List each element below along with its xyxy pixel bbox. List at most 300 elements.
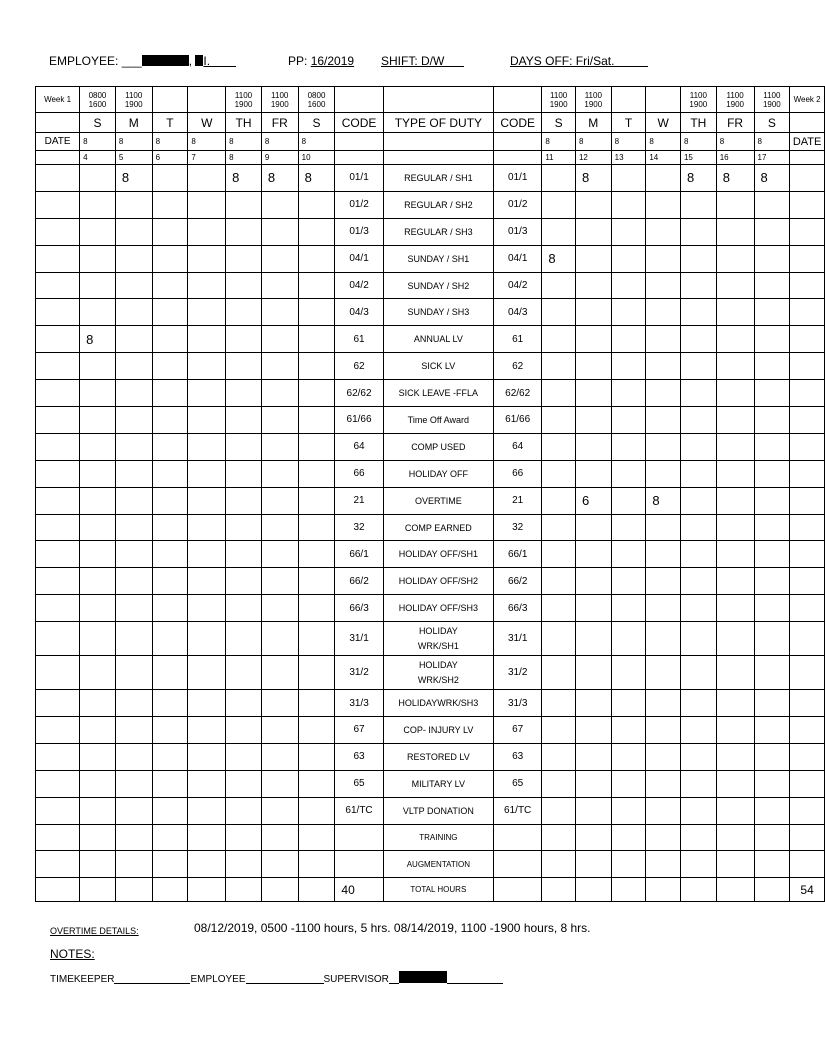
blank-cell — [790, 326, 825, 353]
hours-cell — [754, 568, 790, 595]
duty-type: Time Off Award — [383, 407, 493, 434]
hours-cell — [115, 407, 152, 434]
hours-cell — [542, 656, 576, 690]
hours-cell — [80, 299, 116, 326]
hours-cell — [716, 460, 754, 487]
hours-cell — [152, 299, 188, 326]
hours-cell — [646, 770, 681, 797]
month-cell: 8 — [542, 133, 576, 151]
duty-row — [36, 568, 825, 595]
month-cell: 8 — [646, 133, 681, 151]
hours-cell — [754, 299, 790, 326]
hours-cell — [542, 514, 576, 541]
duty-code: 04/3 — [335, 299, 383, 326]
hours-cell — [646, 824, 681, 851]
hours-cell — [226, 717, 262, 744]
hours-cell — [716, 353, 754, 380]
blank-cell — [36, 407, 80, 434]
duty-row — [36, 656, 825, 690]
hours-cell — [754, 514, 790, 541]
hours-cell — [152, 487, 188, 514]
hours-cell — [542, 690, 576, 717]
duty-code: 01/3 — [494, 218, 542, 245]
shift-field: SHIFT: D/W — [381, 54, 464, 68]
hours-cell — [188, 272, 226, 299]
blank-cell — [36, 690, 80, 717]
hours-cell: 6 — [575, 487, 611, 514]
hours-cell — [226, 460, 262, 487]
shift-end: 1900 — [689, 99, 708, 109]
blank-cell — [790, 824, 825, 851]
hours-cell — [680, 690, 716, 717]
hours-cell — [115, 690, 152, 717]
duty-code: 66/2 — [494, 568, 542, 595]
blank-cell — [494, 151, 542, 165]
hours-cell — [646, 743, 681, 770]
hours-cell — [680, 595, 716, 622]
hours-cell — [575, 353, 611, 380]
blank-cell — [790, 113, 825, 133]
hours-cell — [646, 380, 681, 407]
hours-cell — [646, 218, 681, 245]
type-blank — [383, 87, 493, 113]
blank-cell — [261, 878, 298, 902]
redacted-name — [142, 55, 189, 66]
duty-type: REGULAR / SH3 — [383, 218, 493, 245]
hours-cell — [542, 353, 576, 380]
blank-cell — [298, 878, 335, 902]
blank-cell — [790, 299, 825, 326]
hours-cell — [261, 407, 298, 434]
blank-cell — [716, 878, 754, 902]
week2-label: Week 2 — [790, 87, 825, 113]
duty-type: HOLIDAY OFF/SH3 — [383, 595, 493, 622]
hours-cell — [188, 353, 226, 380]
duty-code: 67 — [335, 717, 383, 744]
signature-line — [50, 971, 503, 985]
duty-code: 61/66 — [494, 407, 542, 434]
duty-code: 64 — [494, 433, 542, 460]
hours-cell — [188, 407, 226, 434]
hours-cell — [611, 568, 646, 595]
month-row — [36, 133, 825, 151]
hours-cell — [80, 433, 116, 460]
duty-row — [36, 851, 825, 878]
hours-cell — [261, 218, 298, 245]
duty-code: 31/1 — [335, 622, 383, 656]
duty-code: 67 — [494, 717, 542, 744]
blank-cell — [790, 151, 825, 165]
hours-cell — [575, 797, 611, 824]
hours-cell — [646, 797, 681, 824]
shift-cell — [542, 87, 576, 113]
hours-cell — [716, 272, 754, 299]
blank-cell — [790, 245, 825, 272]
duty-type: AUGMENTATION — [383, 851, 493, 878]
shift-end: 1900 — [726, 99, 744, 109]
hours-cell — [298, 568, 335, 595]
hours-cell — [646, 460, 681, 487]
hours-cell — [226, 245, 262, 272]
hours-cell — [298, 487, 335, 514]
blank-cell — [335, 133, 383, 151]
hours-cell — [152, 326, 188, 353]
duty-code: 66/1 — [494, 541, 542, 568]
hours-cell — [152, 380, 188, 407]
hours-cell — [188, 191, 226, 218]
duty-code: 31/2 — [494, 656, 542, 690]
duty-code: 64 — [335, 433, 383, 460]
hours-cell — [542, 460, 576, 487]
hours-cell — [80, 407, 116, 434]
hours-cell — [261, 433, 298, 460]
hours-cell — [226, 433, 262, 460]
hours-cell — [152, 165, 188, 192]
day-header: W — [646, 113, 681, 133]
duty-code: 61 — [335, 326, 383, 353]
blank-cell — [494, 878, 542, 902]
hours-cell — [611, 218, 646, 245]
duty-code: 21 — [494, 487, 542, 514]
hours-cell — [575, 245, 611, 272]
day-header: S — [754, 113, 790, 133]
hours-cell — [115, 770, 152, 797]
employee-field: EMPLOYEE: ___ , I. — [49, 54, 236, 68]
duty-code: 31/2 — [335, 656, 383, 690]
blank-cell — [36, 743, 80, 770]
hours-cell — [152, 353, 188, 380]
hours-cell — [188, 326, 226, 353]
hours-cell — [754, 380, 790, 407]
hours-cell — [716, 433, 754, 460]
duty-type: REGULAR / SH1 — [383, 165, 493, 192]
hours-cell — [716, 851, 754, 878]
shift-start: 0800 — [88, 90, 107, 100]
blank-cell — [36, 191, 80, 218]
shift-cell — [152, 87, 188, 113]
hours-cell — [115, 514, 152, 541]
hours-cell — [298, 407, 335, 434]
hours-cell — [680, 656, 716, 690]
hours-cell — [575, 743, 611, 770]
hours-cell — [298, 797, 335, 824]
hours-cell — [226, 568, 262, 595]
hours-cell — [680, 568, 716, 595]
hours-cell — [188, 690, 226, 717]
blank-cell — [680, 878, 716, 902]
hours-cell — [542, 568, 576, 595]
hours-cell — [611, 165, 646, 192]
blank-cell — [36, 541, 80, 568]
hours-cell — [575, 656, 611, 690]
hours-cell — [542, 380, 576, 407]
hours-cell — [188, 299, 226, 326]
hours-cell — [716, 245, 754, 272]
hours-cell — [80, 514, 116, 541]
hours-cell — [716, 299, 754, 326]
hours-cell — [226, 622, 262, 656]
hours-cell — [152, 656, 188, 690]
hours-cell — [716, 568, 754, 595]
hours-cell — [80, 218, 116, 245]
hours-cell — [575, 407, 611, 434]
blank-cell — [542, 878, 576, 902]
shift-cell — [575, 87, 611, 113]
hours-cell — [611, 460, 646, 487]
hours-cell — [226, 656, 262, 690]
day-number: 8 — [226, 151, 262, 165]
hours-cell — [152, 824, 188, 851]
hours-cell — [115, 743, 152, 770]
shift-end: 1600 — [88, 99, 107, 109]
duty-code: 04/2 — [335, 272, 383, 299]
hours-cell — [226, 299, 262, 326]
hours-cell — [261, 541, 298, 568]
hours-cell — [115, 656, 152, 690]
hours-cell — [261, 622, 298, 656]
blank-cell — [36, 514, 80, 541]
hours-cell — [152, 595, 188, 622]
hours-cell — [646, 191, 681, 218]
hours-cell — [680, 743, 716, 770]
blank-cell — [790, 851, 825, 878]
day-header: M — [115, 113, 152, 133]
blank-cell — [383, 151, 493, 165]
hours-cell — [298, 514, 335, 541]
hours-cell: 8 — [646, 487, 681, 514]
blank-cell — [36, 165, 80, 192]
blank-cell — [36, 326, 80, 353]
hours-cell — [298, 770, 335, 797]
hours-cell — [680, 191, 716, 218]
hours-cell — [680, 218, 716, 245]
duty-type: HOLIDAY OFF/SH1 — [383, 541, 493, 568]
month-cell: 8 — [716, 133, 754, 151]
blank-cell — [790, 218, 825, 245]
duty-type: TRAINING — [383, 824, 493, 851]
hours-cell — [261, 514, 298, 541]
month-cell: 8 — [754, 133, 790, 151]
hours-cell — [115, 245, 152, 272]
hours-cell — [754, 541, 790, 568]
duty-row — [36, 514, 825, 541]
hours-cell — [542, 622, 576, 656]
day-number: 16 — [716, 151, 754, 165]
blank-cell — [36, 797, 80, 824]
hours-cell — [646, 165, 681, 192]
hours-cell — [115, 797, 152, 824]
hours-cell — [716, 380, 754, 407]
hours-cell — [188, 743, 226, 770]
duty-row — [36, 191, 825, 218]
hours-cell — [611, 245, 646, 272]
hours-cell — [575, 218, 611, 245]
month-cell: 8 — [575, 133, 611, 151]
hours-cell — [611, 541, 646, 568]
hours-cell — [80, 191, 116, 218]
hours-cell — [754, 433, 790, 460]
day-header: TH — [226, 113, 262, 133]
week2-total: 54 — [790, 878, 825, 902]
hours-cell — [188, 717, 226, 744]
day-number: 4 — [80, 151, 116, 165]
duty-row — [36, 622, 825, 656]
day-header: T — [611, 113, 646, 133]
duty-type: SUNDAY / SH3 — [383, 299, 493, 326]
hours-cell: 8 — [115, 165, 152, 192]
hours-cell — [716, 717, 754, 744]
hours-cell — [542, 299, 576, 326]
shift-start: 1100 — [584, 90, 602, 100]
hours-cell — [542, 743, 576, 770]
duty-row — [36, 690, 825, 717]
hours-cell — [226, 595, 262, 622]
hours-cell — [80, 272, 116, 299]
duty-code — [494, 851, 542, 878]
hours-cell — [226, 191, 262, 218]
hours-cell — [680, 487, 716, 514]
day-number: 7 — [188, 151, 226, 165]
month-cell: 8 — [261, 133, 298, 151]
hours-cell — [115, 433, 152, 460]
duty-code: 32 — [494, 514, 542, 541]
hours-cell — [261, 595, 298, 622]
hours-cell — [152, 272, 188, 299]
hours-cell: 8 — [80, 326, 116, 353]
hours-cell — [611, 770, 646, 797]
hours-cell — [115, 568, 152, 595]
hours-cell — [754, 218, 790, 245]
duty-code: 66 — [494, 460, 542, 487]
hours-cell — [646, 851, 681, 878]
shift-start: 1100 — [689, 90, 707, 100]
hours-cell — [80, 797, 116, 824]
hours-cell — [261, 272, 298, 299]
hours-cell — [298, 272, 335, 299]
hours-cell — [115, 272, 152, 299]
duty-code: 61/TC — [335, 797, 383, 824]
hours-cell — [611, 191, 646, 218]
hours-cell — [298, 380, 335, 407]
hours-cell — [261, 743, 298, 770]
hours-cell — [611, 656, 646, 690]
hours-cell — [115, 191, 152, 218]
hours-cell — [80, 541, 116, 568]
duty-code: 66/3 — [335, 595, 383, 622]
hours-cell — [188, 487, 226, 514]
hours-cell — [754, 797, 790, 824]
hours-cell — [680, 353, 716, 380]
blank-cell — [36, 717, 80, 744]
blank-cell — [790, 743, 825, 770]
blank-cell — [335, 151, 383, 165]
blank-cell — [36, 151, 80, 165]
duty-type: VLTP DONATION — [383, 797, 493, 824]
hours-cell — [542, 595, 576, 622]
blank-cell — [790, 460, 825, 487]
shift-end: 1900 — [549, 99, 568, 109]
date-label: DATE — [36, 133, 80, 151]
hours-cell — [80, 380, 116, 407]
hours-cell — [542, 218, 576, 245]
duty-code: 01/1 — [494, 165, 542, 192]
hours-cell — [298, 743, 335, 770]
hours-cell — [754, 770, 790, 797]
duty-row — [36, 326, 825, 353]
hours-cell — [716, 743, 754, 770]
hours-cell — [680, 770, 716, 797]
duty-row — [36, 353, 825, 380]
hours-cell — [575, 824, 611, 851]
hours-cell — [611, 851, 646, 878]
shift-cell — [261, 87, 298, 113]
shift-cell — [80, 87, 116, 113]
duty-type: SICK LEAVE -FFLA — [383, 380, 493, 407]
day-header: M — [575, 113, 611, 133]
hours-cell — [115, 541, 152, 568]
hours-cell — [680, 541, 716, 568]
hours-cell — [680, 797, 716, 824]
code-blank — [494, 87, 542, 113]
hours-cell — [680, 622, 716, 656]
hours-cell — [646, 717, 681, 744]
duty-type: COMP USED — [383, 433, 493, 460]
blank-cell — [36, 433, 80, 460]
hours-cell — [646, 690, 681, 717]
hours-cell — [716, 541, 754, 568]
hours-cell — [298, 851, 335, 878]
day-number: 10 — [298, 151, 335, 165]
hours-cell — [115, 326, 152, 353]
hours-cell — [754, 353, 790, 380]
day-number: 5 — [115, 151, 152, 165]
hours-cell — [298, 433, 335, 460]
blank-cell — [36, 622, 80, 656]
hours-cell — [680, 433, 716, 460]
shift-start: 1100 — [550, 90, 568, 100]
day-header: T — [152, 113, 188, 133]
hours-cell — [152, 770, 188, 797]
month-cell: 8 — [611, 133, 646, 151]
redacted-signature — [399, 971, 447, 983]
hours-cell — [115, 595, 152, 622]
hours-cell — [646, 272, 681, 299]
hours-cell — [298, 541, 335, 568]
hours-cell — [716, 770, 754, 797]
hours-cell — [575, 272, 611, 299]
hours-cell — [226, 380, 262, 407]
hours-cell — [188, 851, 226, 878]
hours-cell — [152, 407, 188, 434]
hours-cell: 8 — [575, 165, 611, 192]
hours-cell — [226, 770, 262, 797]
overtime-details-text: 08/12/2019, 0500 -1100 hours, 5 hrs. 08/14/2019, 1100 -1900 hours, 8 hrs. — [194, 921, 591, 935]
duty-code: 01/3 — [335, 218, 383, 245]
shift-cell — [115, 87, 152, 113]
duty-type: SUNDAY / SH2 — [383, 272, 493, 299]
hours-cell — [754, 460, 790, 487]
blank-cell — [152, 878, 188, 902]
blank-cell — [790, 514, 825, 541]
hours-cell — [716, 622, 754, 656]
hours-cell — [298, 690, 335, 717]
blank-cell — [36, 568, 80, 595]
hours-cell — [152, 541, 188, 568]
hours-cell — [754, 743, 790, 770]
duty-code: 31/1 — [494, 622, 542, 656]
hours-cell — [226, 272, 262, 299]
duty-type: SUNDAY / SH1 — [383, 245, 493, 272]
